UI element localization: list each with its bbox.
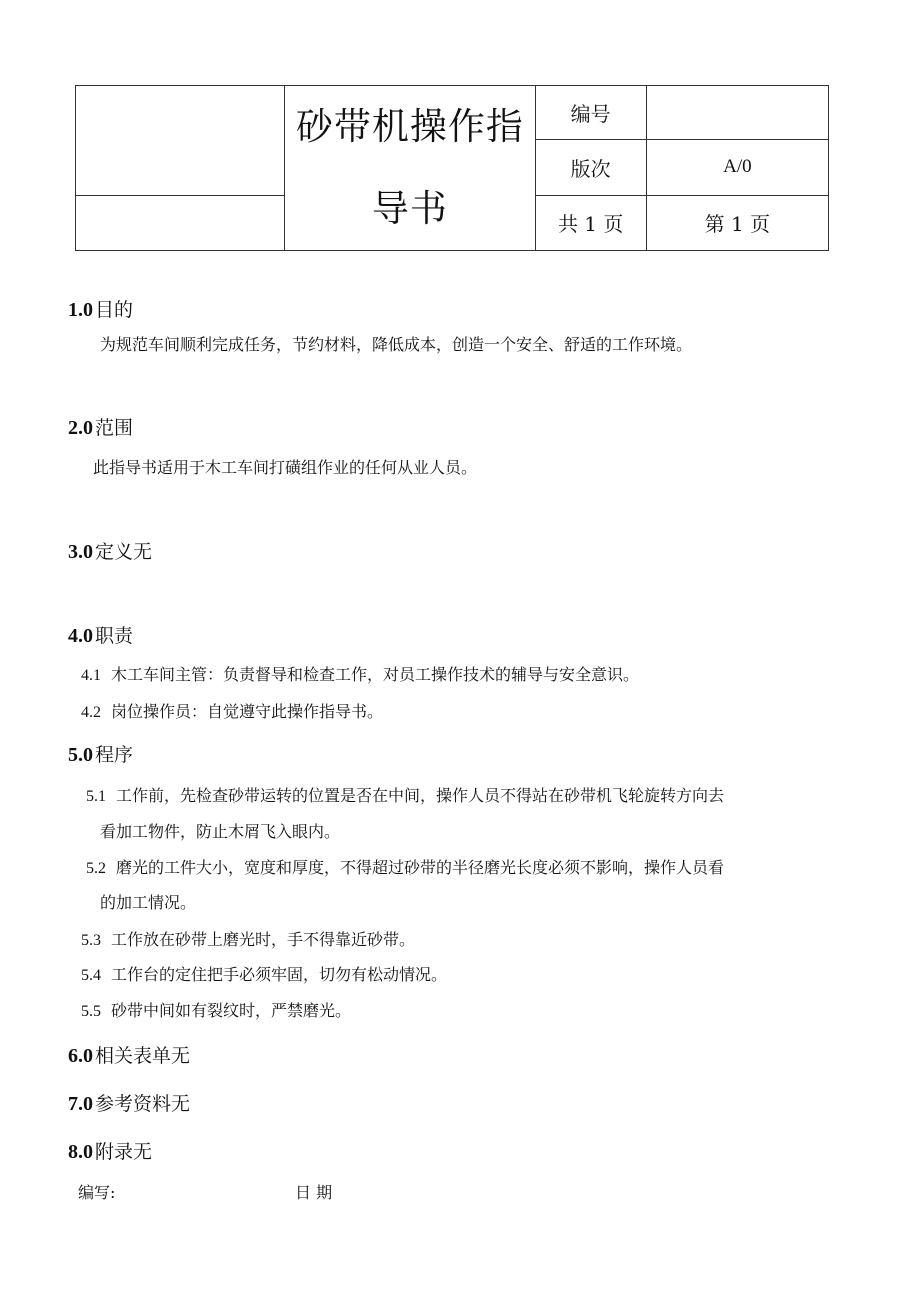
section-2-body: 此指导书适用于木工车间打磺组作业的任何从业人员。 [93, 458, 478, 477]
section-4-item [81, 699, 383, 722]
header-table [75, 85, 829, 251]
section-8-number: 8.0 [68, 1141, 93, 1163]
date-label: 日 期 [295, 1183, 333, 1202]
version-value: A/0 [646, 140, 828, 195]
section-6-heading [68, 1041, 190, 1068]
section-3-number: 3.0 [68, 541, 93, 563]
section-1-heading [68, 295, 133, 322]
section-4-number: 4.0 [68, 625, 93, 647]
document-title [285, 86, 535, 251]
total-pages: 共 1 页 [535, 195, 646, 250]
logo-cell [76, 86, 285, 196]
section-5-item [86, 855, 724, 878]
section-5-item [81, 962, 447, 985]
section-1-number: 1.0 [68, 299, 93, 321]
section-5-item-continuation: 看加工物件，防止木屑飞入眼内。 [100, 822, 341, 841]
section-4-item [81, 662, 639, 685]
section-7-number: 7.0 [68, 1093, 93, 1115]
section-6-number: 6.0 [68, 1045, 93, 1067]
section-5-item [81, 998, 351, 1021]
item-number: 5.2 [86, 860, 106, 877]
section-4-title: 职责 [95, 625, 134, 647]
item-text: 磨光的工件大小，宽度和厚度，不得超过砂带的半径磨光长度必须不影响，操作人员看 [116, 858, 725, 877]
section-3-title: 定义无 [95, 541, 153, 563]
version-label: 版次 [535, 140, 646, 195]
item-number: 5.5 [81, 1003, 101, 1020]
item-text: 工作台的定住把手必须牢固，切勿有松动情况。 [111, 965, 448, 984]
section-3-heading [68, 537, 152, 564]
item-number: 5.4 [81, 967, 101, 984]
item-text: 木工车间主管：负责督导和检查工作，对员工操作技术的辅导与安全意识。 [111, 665, 640, 684]
section-4-heading [68, 621, 133, 648]
section-2-heading [68, 413, 133, 440]
section-5-heading [68, 740, 133, 767]
item-number: 5.1 [86, 788, 106, 805]
section-2-title: 范围 [95, 417, 134, 439]
current-page: 第 1 页 [646, 195, 828, 250]
section-5-title: 程序 [95, 744, 134, 766]
item-text: 砂带中间如有裂纹时，严禁磨光。 [111, 1001, 352, 1020]
document-title-line1: 砂带机操作指 [295, 105, 524, 148]
section-6-title: 相关表单无 [95, 1045, 191, 1067]
section-1-title: 目的 [95, 299, 134, 321]
section-8-heading [68, 1137, 152, 1164]
section-1-body: 为规范车间顺利完成任务，节约材料，降低成本，创造一个安全、舒适的工作环境。 [100, 335, 693, 354]
code-value [646, 86, 828, 140]
section-5-number: 5.0 [68, 744, 93, 766]
item-number: 4.2 [81, 704, 101, 721]
item-number: 5.3 [81, 932, 101, 949]
code-label: 编号 [535, 86, 646, 140]
document-title-line2: 导书 [371, 187, 448, 230]
section-5-item [81, 927, 415, 950]
section-2-number: 2.0 [68, 417, 93, 439]
section-7-heading [68, 1089, 190, 1116]
section-8-title: 附录无 [95, 1141, 153, 1163]
section-7-title: 参考资料无 [95, 1093, 191, 1115]
item-number: 4.1 [81, 667, 101, 684]
section-5-item-continuation: 的加工情况。 [100, 893, 197, 912]
blank-cell [76, 195, 285, 250]
section-5-item [86, 783, 724, 806]
item-text: 工作放在砂带上磨光时，手不得靠近砂带。 [111, 930, 416, 949]
written-by-label: 编写: [78, 1183, 116, 1202]
item-text: 岗位操作员：自觉遵守此操作指导书。 [111, 702, 384, 721]
item-text: 工作前，先检查砂带运转的位置是否在中间，操作人员不得站在砂带机飞轮旋转方向去 [116, 786, 725, 805]
